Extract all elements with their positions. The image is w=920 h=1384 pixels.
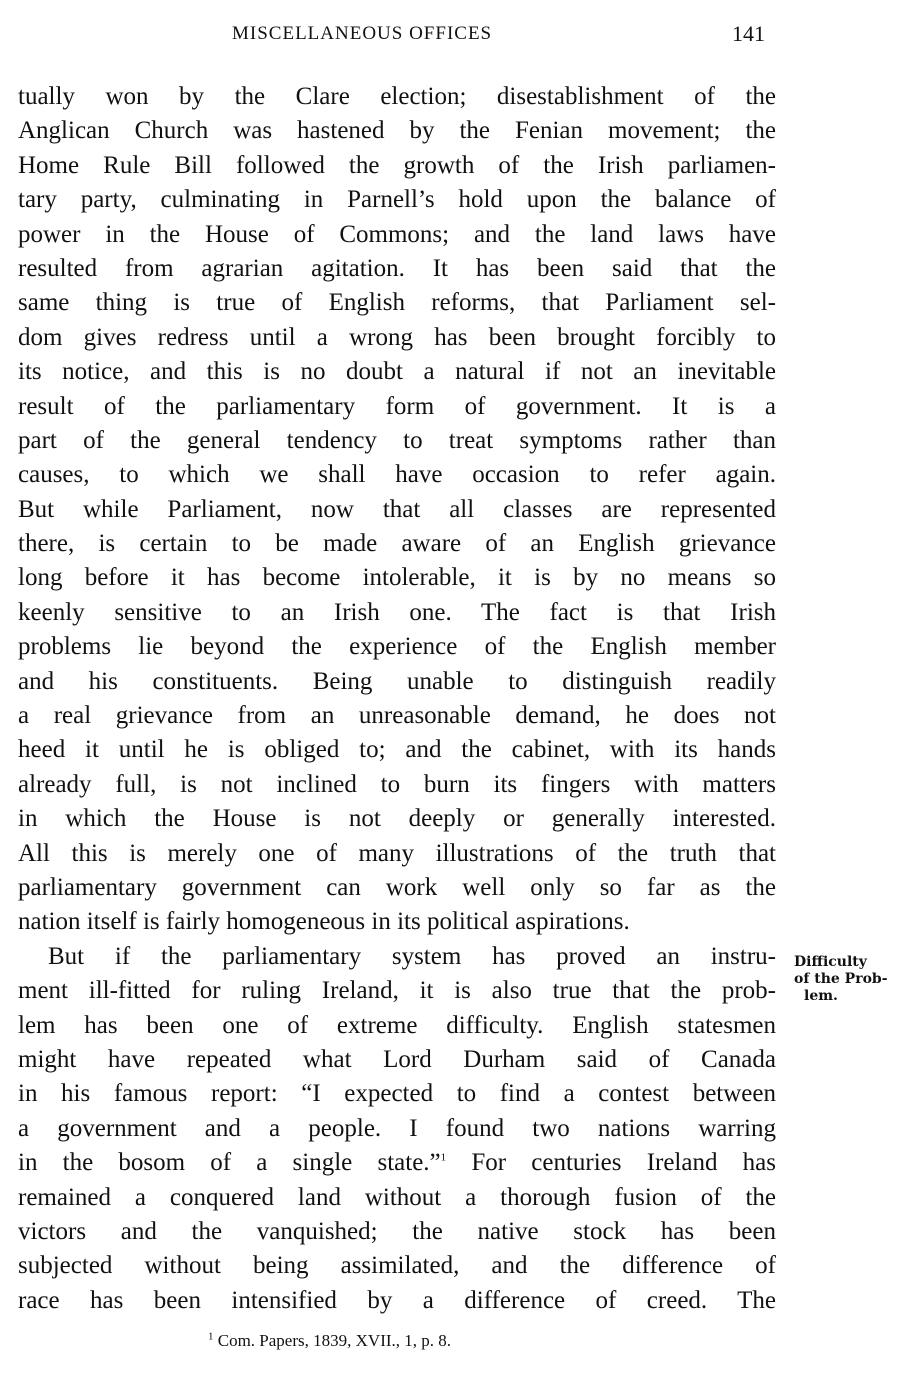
text-line: a real grievance from an unreasonable demand, he does not (18, 702, 776, 730)
running-head (0, 20, 920, 50)
margin-sidenote (794, 954, 914, 1005)
text-line: long before it has become intolerable, it is by no means so (18, 564, 776, 592)
text-line: race has been intensified by a difference of creed. The (18, 1286, 776, 1314)
text-line: remained a conquered land without a thorough fusion of the (18, 1183, 776, 1211)
text-line-with-footnote (18, 1146, 776, 1180)
text-line: Anglican Church was hastened by the Fenian movement; the (18, 117, 776, 145)
text-line: causes, to which we shall have occasion to refer again. (18, 461, 776, 489)
text-line: subjected without being assimilated, and the difference of (18, 1252, 776, 1280)
sidenote-line: of the Prob- (794, 971, 888, 987)
text-line: and his constituents. Being unable to distinguish readily (18, 667, 776, 695)
text-line: its notice, and this is no doubt a natural if not an inevitable (18, 358, 776, 386)
text-line: there, is certain to be made aware of an English grievance (18, 530, 776, 558)
text-line: nation itself is fairly homogeneous in its political aspirations. (18, 908, 630, 936)
footnote-reference: 1 (440, 1151, 447, 1164)
text-line: But if the parliamentary system has proved an instru- (48, 942, 776, 970)
text-fragment: in the bosom of a single state.” (18, 1149, 441, 1177)
footnote-marker: 1 (208, 1330, 214, 1343)
body-text (18, 80, 776, 1318)
text-fragment: For centuries Ireland has (446, 1149, 776, 1177)
text-line: heed it until he is obliged to; and the cabinet, with its hands (18, 736, 776, 764)
page-number: 141 (732, 21, 765, 46)
sidenote-line: lem. (804, 988, 838, 1004)
text-line: in which the House is not deeply or generally interested. (18, 805, 776, 833)
text-line: power in the House of Commons; and the land laws have (18, 220, 776, 248)
text-line: part of the general tendency to treat symptoms rather than (18, 426, 776, 454)
text-line: lem has been one of extreme difficulty. English statesmen (18, 1011, 776, 1039)
text-line: dom gives redress until a wrong has been brought forcibly to (18, 323, 776, 351)
text-line: Home Rule Bill followed the growth of the Irish parliamen- (18, 151, 776, 179)
sidenote-line: Difficulty (794, 954, 867, 970)
text-line: in his famous report: “I expected to find a contest between (18, 1080, 776, 1108)
footnote (208, 1328, 451, 1354)
text-line: problems lie beyond the experience of the English member (18, 633, 776, 661)
text-line: tary party, culminating in Parnell’s hold upon the balance of (18, 186, 776, 214)
text-line: might have repeated what Lord Durham said of Canada (18, 1045, 776, 1073)
running-title: MISCELLANEOUS OFFICES (232, 23, 493, 44)
text-line: result of the parliamentary form of government. It is a (18, 392, 776, 420)
text-line: same thing is true of English reforms, that Parliament sel- (18, 289, 776, 317)
text-line: All this is merely one of many illustrations of the truth that (18, 839, 776, 867)
footnote-text: Com. Papers, 1839, XVII., 1, p. 8. (213, 1331, 452, 1350)
text-line: already full, is not inclined to burn its fingers with matters (18, 770, 776, 798)
text-line: keenly sensitive to an Irish one. The fact is that Irish (18, 598, 776, 626)
text-line: a government and a people. I found two nations warring (18, 1114, 776, 1142)
text-line: ment ill-fitted for ruling Ireland, it is also true that the prob- (18, 977, 776, 1005)
text-line: parliamentary government can work well only so far as the (18, 873, 776, 901)
text-line: victors and the vanquished; the native stock has been (18, 1217, 776, 1245)
text-line: But while Parliament, now that all classes are represented (18, 495, 776, 523)
text-line: resulted from agrarian agitation. It has been said that the (18, 254, 776, 282)
text-line: tually won by the Clare election; disestablishment of the (18, 83, 776, 110)
